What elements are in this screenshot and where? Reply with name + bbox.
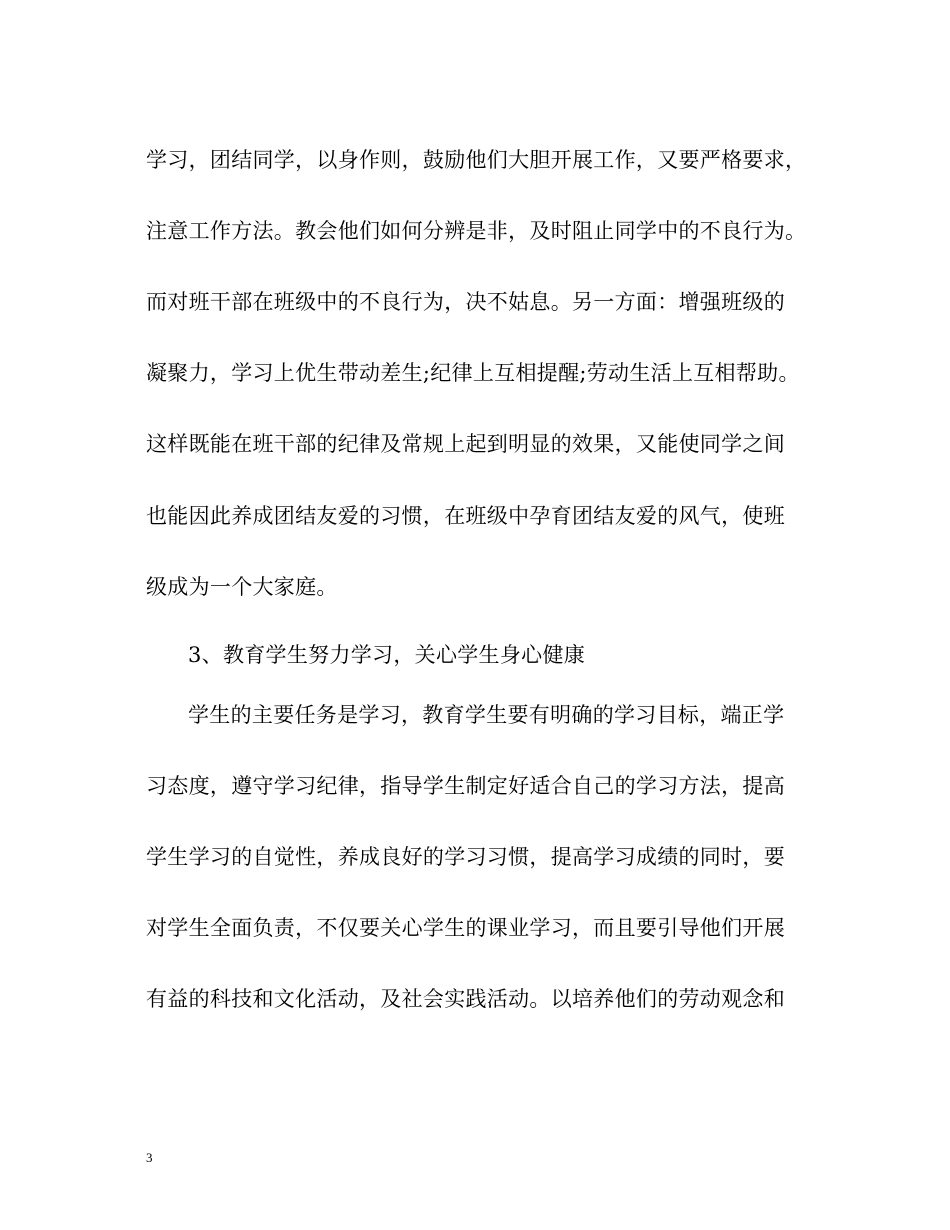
body-text-line: 对学生全面负责，不仅要关心学生的课业学习，而且要引导他们开展 [146, 916, 785, 940]
body-text-line: 这样既能在班干部的纪律及常规上起到明显的效果，又能使同学之间 [146, 432, 785, 456]
body-text-line: 习态度，遵守学习纪律，指导学生制定好适合自己的学习方法，提高 [146, 774, 785, 798]
body-text-line: 学生学习的自觉性，养成良好的学习习惯，提高学习成绩的同时，要 [146, 845, 785, 869]
body-text-line: 有益的科技和文化活动，及社会实践活动。以培养他们的劳动观念和 [146, 987, 785, 1011]
body-text-line: 注意工作方法。教会他们如何分辨是非，及时阻止同学中的不良行为。 [146, 219, 807, 243]
paragraph-first-line: 学生的主要任务是学习，教育学生要有明确的学习目标，端正学 [188, 703, 785, 727]
body-text-line: 学习，团结同学，以身作则，鼓励他们大胆开展工作，又要严格要求， [146, 148, 807, 172]
body-text-line: 级成为一个大家庭。 [146, 575, 338, 599]
body-text-line: 也能因此养成团结友爱的习惯，在班级中孕育团结友爱的风气，使班 [146, 504, 785, 528]
body-text-line: 而对班干部在班级中的不良行为，决不姑息。另一方面：增强班级的 [146, 290, 785, 314]
section-heading: 3、教育学生努力学习，关心学生身心健康 [188, 643, 586, 667]
body-text-line: 凝聚力，学习上优生带动差生;纪律上互相提醒;劳动生活上互相帮助。 [146, 361, 800, 385]
page-number: 3 [146, 1150, 153, 1165]
